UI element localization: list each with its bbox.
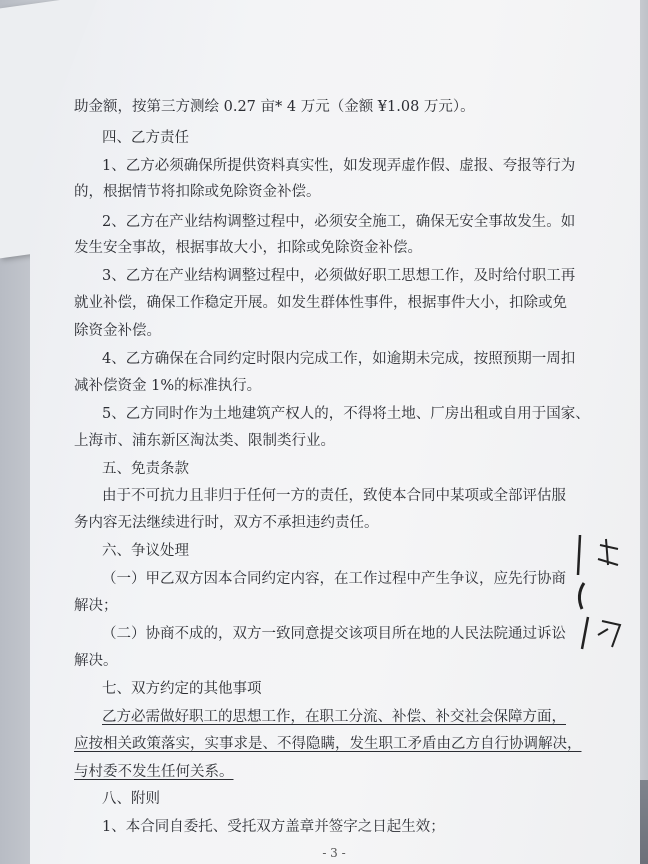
text-line: （一）甲乙双方因本合同约定内容，在工作过程中产生争议，应先行协商 — [102, 571, 566, 587]
text-line: 2、乙方在产业结构调整过程中，必须安全施工，确保无安全事故发生。如 — [102, 214, 576, 230]
underlined-clause: 应按相关政策落实，实事求是、不得隐瞒，发生职工矛盾由乙方自行协调解决， — [74, 736, 582, 752]
text-line: 由于不可抗力且非归于任何一方的责任，致使本合同中某项或全部评估服 — [102, 488, 566, 504]
text-line: 解决。 — [74, 653, 118, 669]
text-line: 除资金补偿。 — [74, 323, 161, 339]
text-line: 发生安全事故，根据事故大小，扣除或免除资金补偿。 — [74, 240, 422, 256]
text-line-amount: 助金额，按第三方测绘 0.27 亩* 4 万元（金额 ¥1.08 万元）。 — [74, 99, 475, 115]
text-line: 就业补偿，确保工作稳定开展。如发生群体性事件，根据事件大小，扣除或免 — [74, 295, 567, 311]
handwritten-mark — [572, 525, 628, 655]
text-line: 上海市、浦东新区淘汰类、限制类行业。 — [74, 433, 335, 449]
section-heading-7: 七、双方约定的其他事项 — [102, 681, 262, 697]
text-line: 4、乙方确保在合同约定时限内完成工作，如逾期未完成，按照预期一周扣 — [102, 351, 576, 367]
text-line: 的，根据情节将扣除或免除资金补偿。 — [74, 184, 321, 200]
text-line: 1、本合同自委托、受托双方盖章并签字之日起生效； — [102, 819, 445, 835]
section-heading-5: 五、免责条款 — [102, 461, 189, 477]
text-line: 解决； — [74, 598, 118, 614]
text-line: （二）协商不成的，双方一致同意提交该项目所在地的人民法院通过诉讼 — [102, 626, 566, 642]
text-line: 5、乙方同时作为土地建筑产权人的，不得将土地、厂房出租或自用于国家、 — [102, 406, 590, 422]
section-heading-6: 六、争议处理 — [102, 543, 189, 559]
section-heading-4: 四、乙方责任 — [102, 130, 189, 146]
underlined-clause: 与村委不发生任何关系。 — [74, 764, 234, 780]
text-line: 3、乙方在产业结构调整过程中，必须做好职工思想工作，及时给付职工再 — [102, 268, 576, 284]
page-number: - 3 - — [322, 846, 346, 860]
document-text — [74, 0, 594, 864]
text-line: 减补偿资金 1%的标准执行。 — [74, 378, 262, 394]
underlined-clause: 乙方必需做好职工的思想工作，在职工分流、补偿、补交社会保障方面， — [102, 709, 566, 725]
text-line: 务内容无法继续进行时，双方不承担违约责任。 — [74, 515, 379, 531]
text-line: 1、乙方必须确保所提供资料真实性，如发现弄虚作假、虚报、夸报等行为 — [102, 158, 576, 174]
section-heading-8: 八、附则 — [102, 791, 160, 807]
